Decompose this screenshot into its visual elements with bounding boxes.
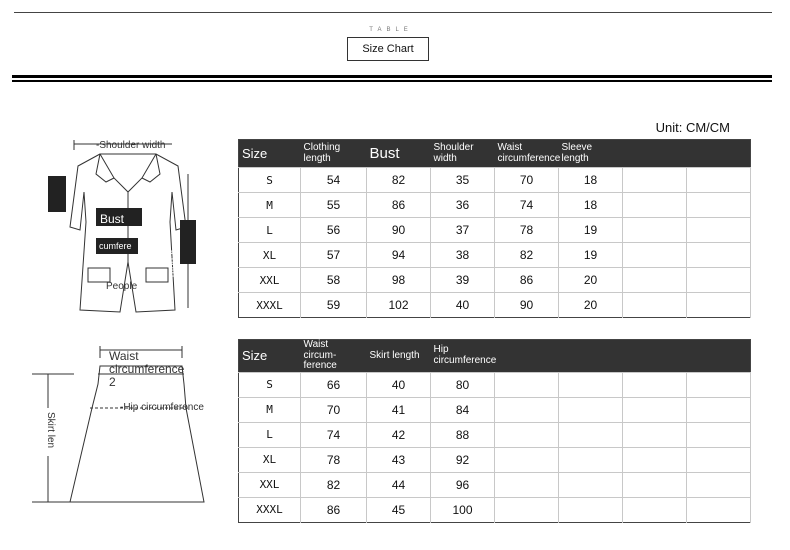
value-cell: 82 xyxy=(301,472,367,497)
column-header: Hip circumference xyxy=(431,340,495,373)
value-cell: 35 xyxy=(431,168,495,193)
column-header xyxy=(559,340,623,373)
value-cell: 59 xyxy=(301,293,367,318)
table-row xyxy=(239,193,751,218)
column-header xyxy=(687,140,751,168)
value-cell: 90 xyxy=(367,218,431,243)
skirt-length-label: Skirt len xyxy=(45,412,56,449)
value-cell: 20 xyxy=(559,268,623,293)
table-row xyxy=(239,497,751,522)
size-cell: L xyxy=(239,422,301,447)
column-header xyxy=(495,340,559,373)
people-label: People xyxy=(106,281,138,292)
table-row xyxy=(239,268,751,293)
value-cell xyxy=(559,372,623,397)
value-cell: 84 xyxy=(431,397,495,422)
value-cell xyxy=(495,422,559,447)
column-header xyxy=(623,140,687,168)
value-cell xyxy=(623,218,687,243)
value-cell xyxy=(687,293,751,318)
value-cell: 54 xyxy=(301,168,367,193)
value-cell: 43 xyxy=(367,447,431,472)
value-cell: 18 xyxy=(559,193,623,218)
value-cell: 80 xyxy=(431,372,495,397)
value-cell xyxy=(495,397,559,422)
value-cell: 86 xyxy=(301,497,367,522)
table-row xyxy=(239,472,751,497)
value-cell xyxy=(495,447,559,472)
value-cell: 86 xyxy=(495,268,559,293)
header-rule-thick xyxy=(12,75,772,78)
value-cell: 74 xyxy=(495,193,559,218)
value-cell: 55 xyxy=(301,193,367,218)
value-cell: 42 xyxy=(367,422,431,447)
value-cell: 82 xyxy=(495,243,559,268)
page-title: Size Chart xyxy=(347,37,429,61)
waist-circumference-label: Waist circumference 2 xyxy=(109,349,185,389)
table-header-row xyxy=(239,140,751,168)
value-cell: 78 xyxy=(301,447,367,472)
value-cell: 82 xyxy=(367,168,431,193)
value-cell xyxy=(687,168,751,193)
value-cell xyxy=(559,497,623,522)
value-cell: 92 xyxy=(431,447,495,472)
value-cell xyxy=(495,472,559,497)
table-row xyxy=(239,243,751,268)
column-header: Clothing length xyxy=(301,140,367,168)
column-header: Waist circumference xyxy=(495,140,559,168)
table-row xyxy=(239,293,751,318)
column-header: Size xyxy=(239,140,301,168)
column-header: Sleeve length xyxy=(559,140,623,168)
value-cell xyxy=(495,372,559,397)
table-header-row xyxy=(239,340,751,373)
size-cell: S xyxy=(239,372,301,397)
table-row xyxy=(239,168,751,193)
size-cell: XXL xyxy=(239,268,301,293)
value-cell xyxy=(687,447,751,472)
value-cell: 45 xyxy=(367,497,431,522)
size-cell: XXXL xyxy=(239,497,301,522)
value-cell xyxy=(623,268,687,293)
hip-circumference-label: -Hip circumference xyxy=(120,402,204,413)
value-cell xyxy=(623,193,687,218)
value-cell: 56 xyxy=(301,218,367,243)
shoulder-width-label: -Shoulder width xyxy=(96,140,166,151)
column-header xyxy=(623,340,687,373)
column-header xyxy=(687,340,751,373)
column-header: Waist circum-ference xyxy=(301,340,367,373)
value-cell: 44 xyxy=(367,472,431,497)
value-cell: 70 xyxy=(301,397,367,422)
value-cell xyxy=(559,397,623,422)
value-cell: 39 xyxy=(431,268,495,293)
value-cell: 36 xyxy=(431,193,495,218)
size-cell: XXXL xyxy=(239,293,301,318)
value-cell xyxy=(623,397,687,422)
value-cell xyxy=(559,447,623,472)
value-cell xyxy=(687,497,751,522)
bust-label: Bust xyxy=(100,212,125,226)
value-cell xyxy=(623,372,687,397)
value-cell xyxy=(687,193,751,218)
value-cell xyxy=(687,268,751,293)
value-cell xyxy=(623,497,687,522)
value-cell xyxy=(687,472,751,497)
table-row xyxy=(239,372,751,397)
value-cell: 78 xyxy=(495,218,559,243)
section-tag: TABLE xyxy=(369,27,413,33)
value-cell: 70 xyxy=(495,168,559,193)
value-cell: 86 xyxy=(367,193,431,218)
value-cell: 41 xyxy=(367,397,431,422)
value-cell xyxy=(495,497,559,522)
table-row xyxy=(239,218,751,243)
unit-label: Unit: CM/CM xyxy=(655,120,730,135)
table-row xyxy=(239,447,751,472)
value-cell: 100 xyxy=(431,497,495,522)
column-header: Shoulder width xyxy=(431,140,495,168)
jacket-illustration xyxy=(40,132,210,322)
value-cell: 19 xyxy=(559,218,623,243)
value-cell xyxy=(559,472,623,497)
value-cell xyxy=(623,293,687,318)
length-label: length xyxy=(167,250,178,278)
value-cell xyxy=(623,447,687,472)
size-cell: XL xyxy=(239,447,301,472)
value-cell xyxy=(623,168,687,193)
value-cell: 88 xyxy=(431,422,495,447)
size-cell: M xyxy=(239,193,301,218)
value-cell: 94 xyxy=(367,243,431,268)
size-cell: S xyxy=(239,168,301,193)
value-cell: 57 xyxy=(301,243,367,268)
value-cell: 66 xyxy=(301,372,367,397)
waist-label: cumfere xyxy=(99,241,132,251)
value-cell: 40 xyxy=(367,372,431,397)
value-cell: 37 xyxy=(431,218,495,243)
size-cell: L xyxy=(239,218,301,243)
header-rule-thin xyxy=(12,80,772,82)
size-cell: XL xyxy=(239,243,301,268)
value-cell: 98 xyxy=(367,268,431,293)
value-cell: 19 xyxy=(559,243,623,268)
value-cell xyxy=(623,422,687,447)
value-cell xyxy=(687,243,751,268)
value-cell: 38 xyxy=(431,243,495,268)
jacket-size-table xyxy=(238,139,751,318)
table-row xyxy=(239,422,751,447)
value-cell xyxy=(687,372,751,397)
column-header: Bust xyxy=(367,140,431,168)
size-cell: XXL xyxy=(239,472,301,497)
value-cell: 40 xyxy=(431,293,495,318)
skirt-size-table xyxy=(238,339,751,523)
size-cell: M xyxy=(239,397,301,422)
value-cell: 74 xyxy=(301,422,367,447)
value-cell xyxy=(687,218,751,243)
value-cell xyxy=(623,243,687,268)
value-cell xyxy=(687,397,751,422)
value-cell: 20 xyxy=(559,293,623,318)
value-cell xyxy=(687,422,751,447)
column-header: Size xyxy=(239,340,301,373)
value-cell: 102 xyxy=(367,293,431,318)
value-cell: 18 xyxy=(559,168,623,193)
value-cell: 58 xyxy=(301,268,367,293)
column-header: Skirt length xyxy=(367,340,431,373)
value-cell xyxy=(559,422,623,447)
value-cell: 90 xyxy=(495,293,559,318)
table-row xyxy=(239,397,751,422)
top-divider xyxy=(14,12,772,13)
value-cell xyxy=(623,472,687,497)
value-cell: 96 xyxy=(431,472,495,497)
